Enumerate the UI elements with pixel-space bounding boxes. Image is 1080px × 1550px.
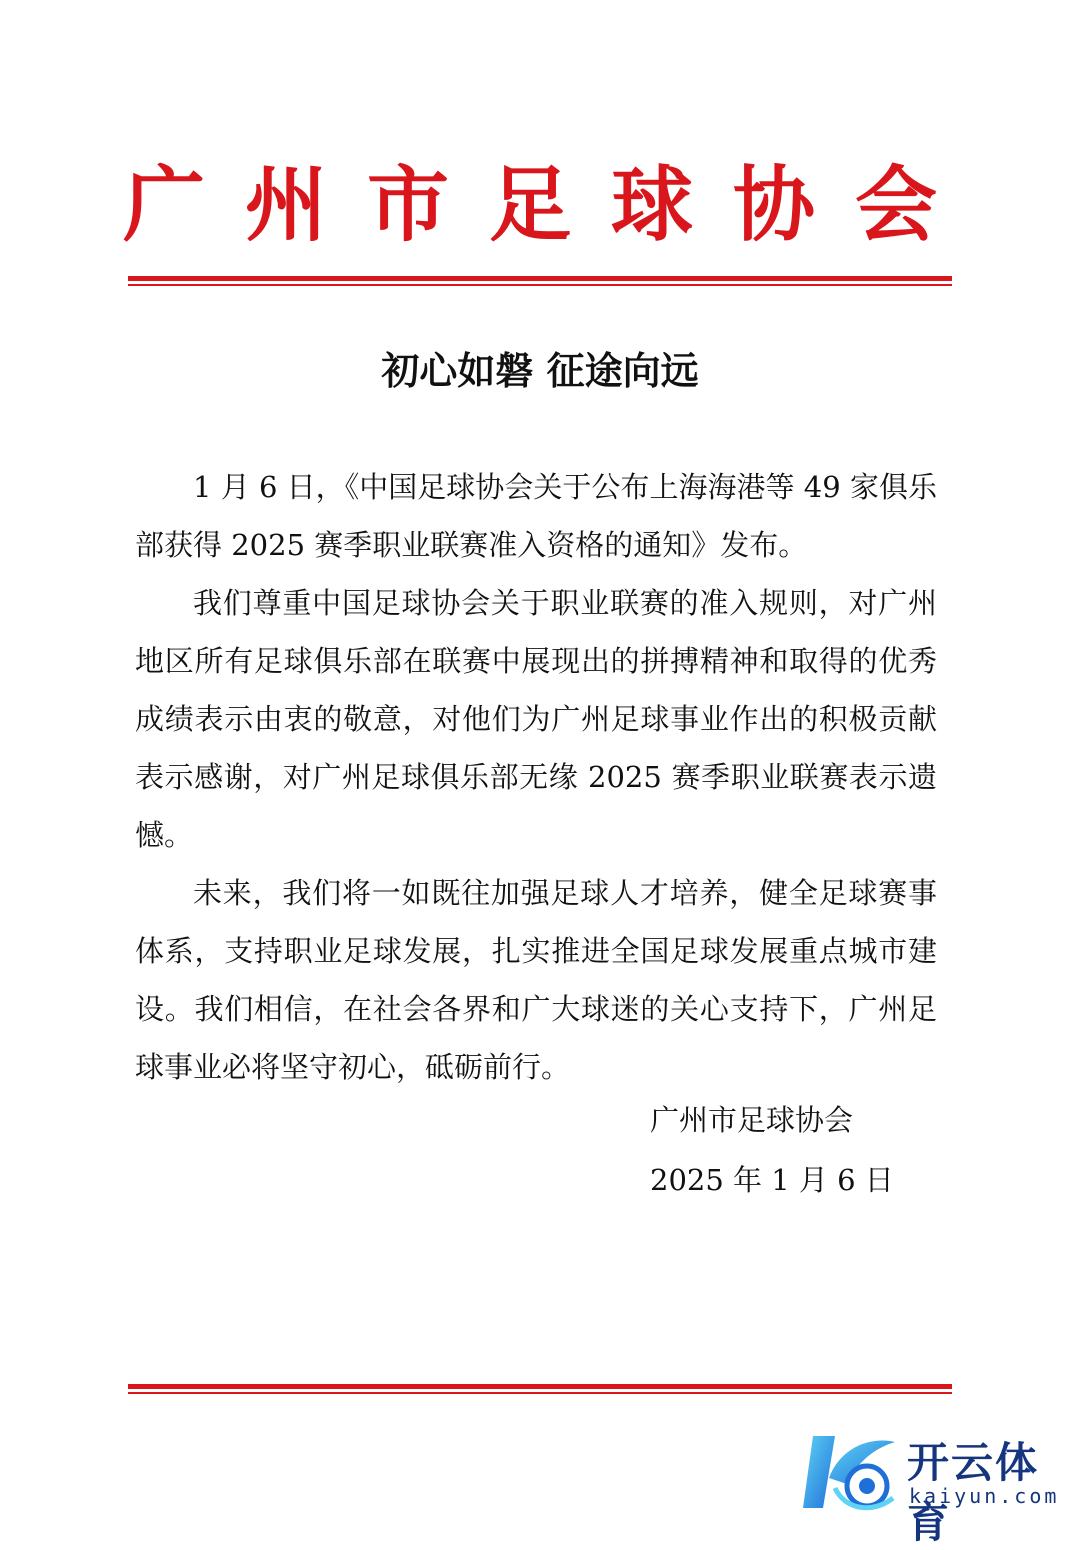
signature-org: 广州市足球协会	[650, 1103, 854, 1137]
watermark-brand-name: 开云体育	[907, 1438, 1040, 1547]
signature-date: 2025 年 1 月 6 日	[650, 1163, 894, 1197]
watermark-logo	[795, 1428, 1065, 1547]
kaiyun-logo-icon	[795, 1428, 905, 1518]
letterhead-title: 广州市足球协会	[122, 158, 977, 253]
header-divider	[128, 276, 952, 286]
watermark-domain: kaiyun.com	[909, 1484, 1060, 1508]
paragraph: 我们尊重中国足球协会关于职业联赛的准入规则，对广州地区所有足球俱乐部在联赛中展现出的拼搏精神和取得的优秀成绩表示由衷的敬意，对他们为广州足球事业作出的积极贡献表示感谢，对广州足球俱乐部无缘 2025 赛季职业联赛表示遗憾。	[135, 586, 937, 852]
document-title: 初心如磐 征途向远	[381, 348, 699, 393]
footer-divider	[128, 1384, 952, 1394]
document-body	[135, 458, 937, 1096]
paragraph: 未来，我们将一如既往加强足球人才培养，健全足球赛事体系，支持职业足球发展，扎实推进全国足球发展重点城市建设。我们相信，在社会各界和广大球迷的关心支持下，广州足球事业必将坚守初心，砥砺前行。	[135, 876, 937, 1084]
paragraph: 1 月 6 日，《中国足球协会关于公布上海海港等 49 家俱乐部获得 2025 赛季职业联赛准入资格的通知》发布。	[135, 470, 937, 562]
